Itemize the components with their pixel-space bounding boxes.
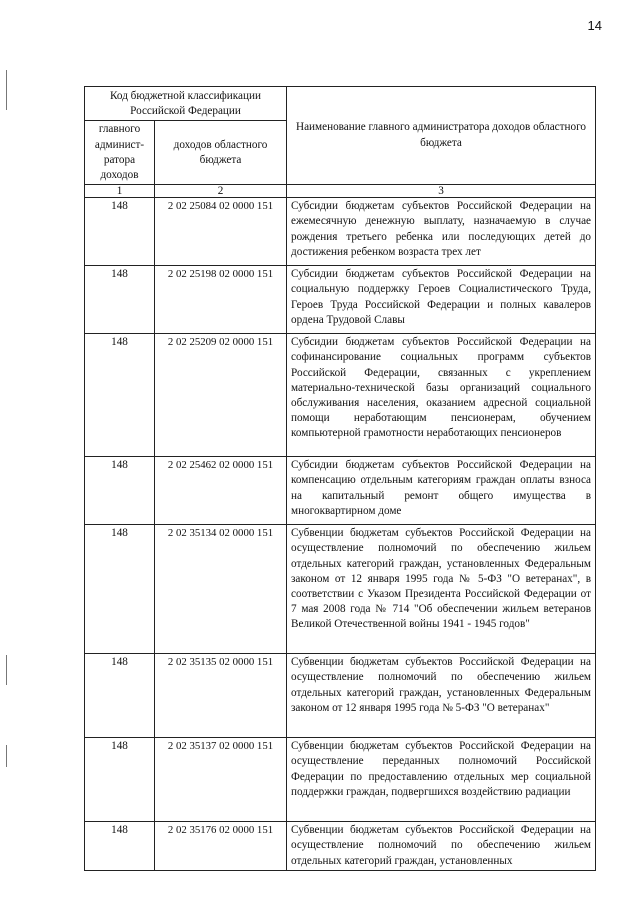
description-cell: Субсидии бюджетам субъектов Российской Федерации на ежемесячную денежную выплату, назначаемую в случае рождения третьего ребенка или последующих детей до достижения ребенком возраста трех лет xyxy=(287,198,596,266)
admin-code-cell: 148 xyxy=(85,525,155,654)
income-code-cell: 2 02 25198 02 0000 151 xyxy=(155,266,287,334)
admin-code-cell: 148 xyxy=(85,457,155,525)
table-row xyxy=(85,457,596,525)
description-cell: Субвенции бюджетам субъектов Российской Федерации на осуществление полномочий по обеспечению жильем отдельных категорий граждан, установленных xyxy=(287,822,596,871)
admin-code-cell: 148 xyxy=(85,266,155,334)
scan-artifact-line xyxy=(6,655,7,685)
budget-classification-table xyxy=(84,86,596,871)
header-main-administrator: главного админист-ратора доходов xyxy=(85,121,155,185)
admin-code-cell: 148 xyxy=(85,738,155,822)
income-code-cell: 2 02 35135 02 0000 151 xyxy=(155,654,287,738)
admin-code-cell: 148 xyxy=(85,334,155,457)
header-classification-group: Код бюджетной классификации Российской Федерации xyxy=(85,87,287,121)
income-code-cell: 2 02 25462 02 0000 151 xyxy=(155,457,287,525)
income-code-cell: 2 02 35176 02 0000 151 xyxy=(155,822,287,871)
income-code-cell: 2 02 25209 02 0000 151 xyxy=(155,334,287,457)
scan-artifact-line xyxy=(6,745,7,767)
income-code-cell: 2 02 35134 02 0000 151 xyxy=(155,525,287,654)
table-row xyxy=(85,822,596,871)
column-number: 1 xyxy=(85,185,155,198)
income-code-cell: 2 02 25084 02 0000 151 xyxy=(155,198,287,266)
table-row xyxy=(85,738,596,822)
table-row xyxy=(85,525,596,654)
description-cell: Субсидии бюджетам субъектов Российской Федерации на компенсацию отдельным категориям граждан оплаты взноса на капитальный ремонт общего имущества в многоквартирном доме xyxy=(287,457,596,525)
table-row xyxy=(85,266,596,334)
scan-artifact-line xyxy=(6,70,7,110)
admin-code-cell: 148 xyxy=(85,654,155,738)
column-number: 3 xyxy=(287,185,596,198)
description-cell: Субсидии бюджетам субъектов Российской Федерации на софинансирование социальных программ субъектов Российской Федерации, связанных с укреплением материально-технической базы организаций социального обслуживания населения, оказанием адресной социальной помощи неработающим пенсионерам, обучением компьютерной грамотности неработающих пенсионеров xyxy=(287,334,596,457)
table-row xyxy=(85,334,596,457)
income-code-cell: 2 02 35137 02 0000 151 xyxy=(155,738,287,822)
admin-code-cell: 148 xyxy=(85,822,155,871)
header-administrator-name: Наименование главного администратора доходов областного бюджета xyxy=(287,87,596,185)
page-number: 14 xyxy=(587,18,602,33)
description-cell: Субвенции бюджетам субъектов Российской Федерации на осуществление переданных полномочий Российской Федерации по предоставлению отдельных мер социальной поддержки граждан, подвергшихся воздействию радиации xyxy=(287,738,596,822)
description-cell: Субвенции бюджетам субъектов Российской Федерации на осуществление полномочий по обеспечению жильем отдельных категорий граждан, установленных Федеральным законом от 12 января 1995 года № 5-ФЗ "О ветеранах", в соответствии с Указом Президента Российской Федерации от 7 мая 2008 года № 714 "Об обеспечении жильем ветеранов Великой Отечественной войны 1941 - 1945 годов" xyxy=(287,525,596,654)
admin-code-cell: 148 xyxy=(85,198,155,266)
table-row xyxy=(85,198,596,266)
column-number: 2 xyxy=(155,185,287,198)
description-cell: Субвенции бюджетам субъектов Российской Федерации на осуществление полномочий по обеспечению жильем отдельных категорий граждан, установленных Федеральным законом от 12 января 1995 года № 5-ФЗ "О ветеранах" xyxy=(287,654,596,738)
header-income-code: доходов областного бюджета xyxy=(155,121,287,185)
table-row xyxy=(85,654,596,738)
description-cell: Субсидии бюджетам субъектов Российской Федерации на социальную поддержку Героев Социалистического Труда, Героев Труда Российской Федерации и полных кавалеров ордена Трудовой Славы xyxy=(287,266,596,334)
